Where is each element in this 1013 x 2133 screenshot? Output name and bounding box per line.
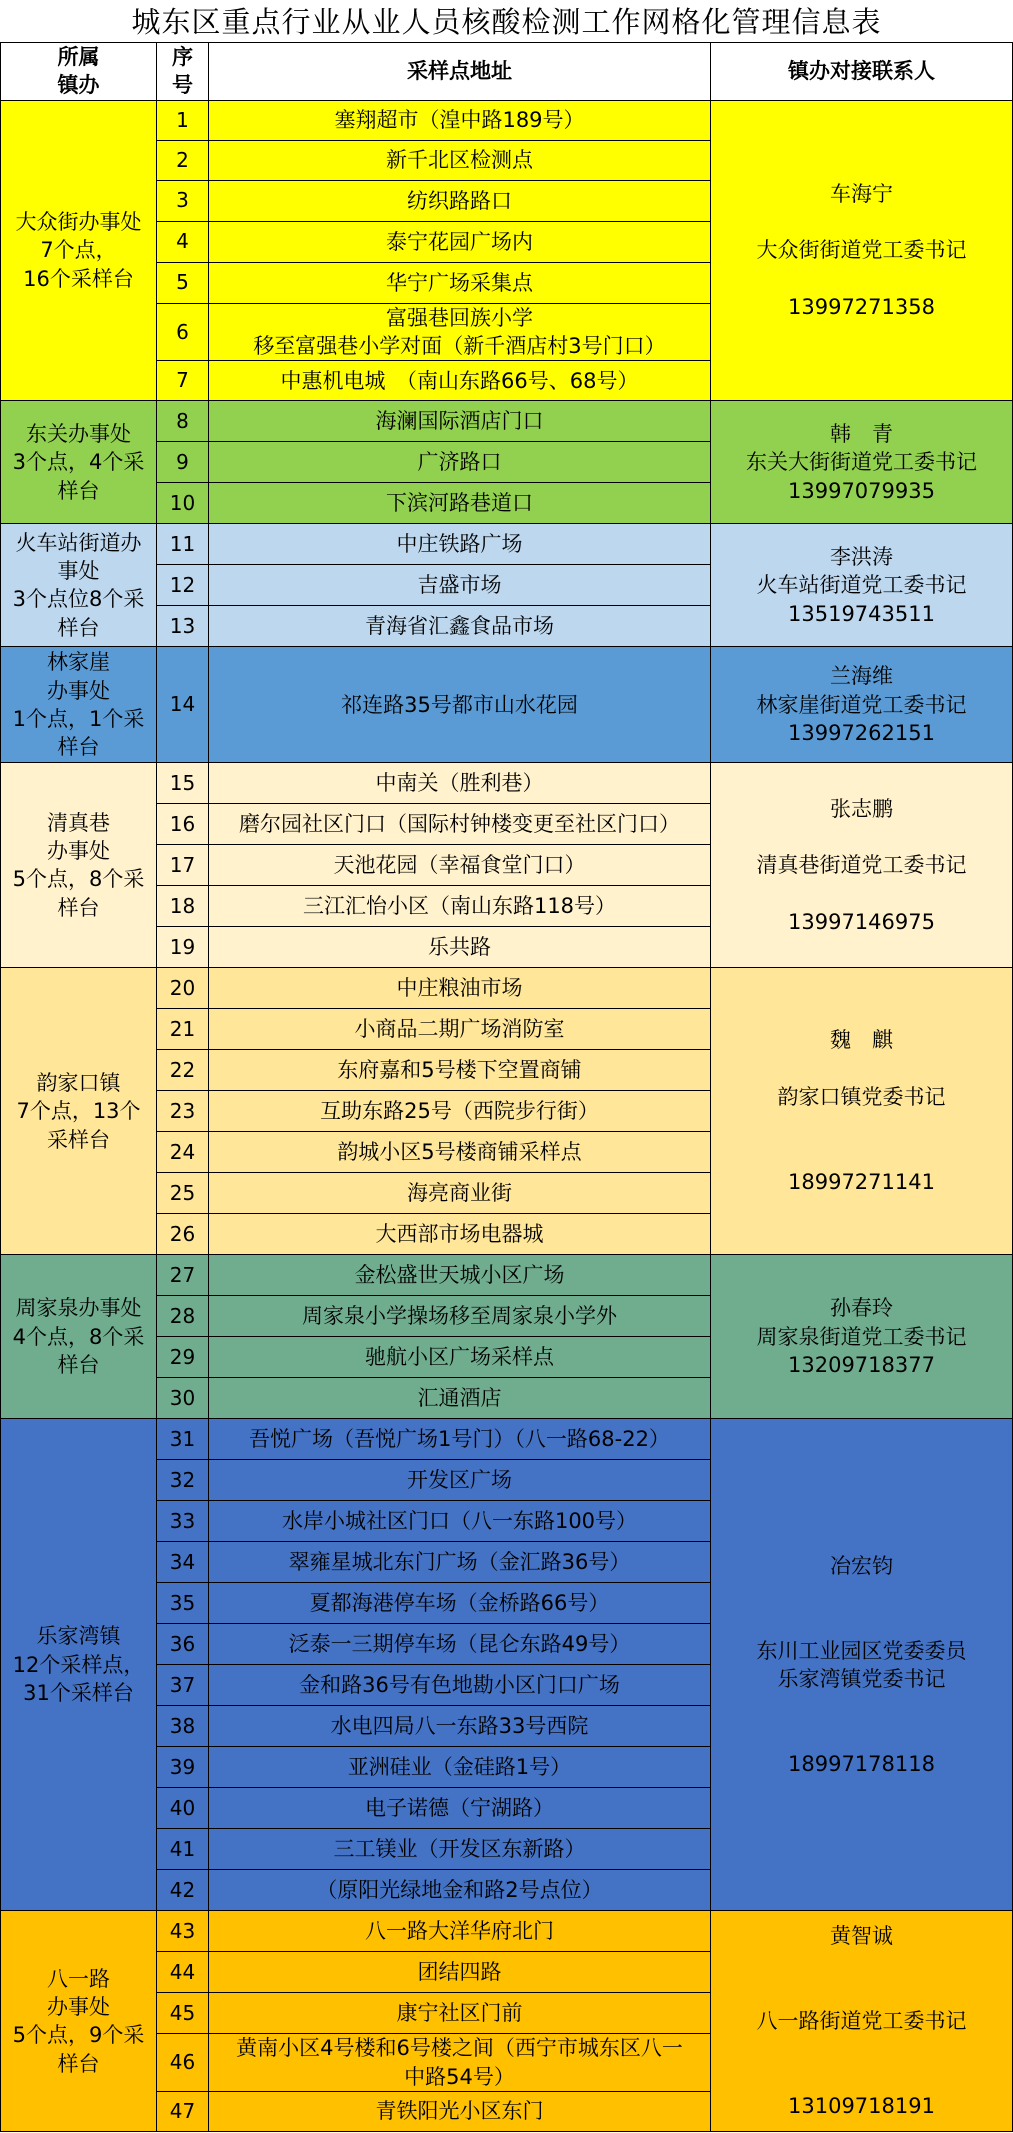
address-cell: 翠雍星城北东门广场（金汇路36号） <box>209 1542 711 1583</box>
seq-cell: 43 <box>157 1911 209 1952</box>
contact-cell: 韩 青 东关大街街道党工委书记 13997079935 <box>711 401 1013 524</box>
seq-cell: 42 <box>157 1870 209 1911</box>
seq-cell: 2 <box>157 140 209 180</box>
address-cell: 黄南小区4号楼和6号楼之间（西宁市城东区八一 中路54号） <box>209 2034 711 2092</box>
seq-cell: 32 <box>157 1460 209 1501</box>
seq-cell: 8 <box>157 401 209 442</box>
seq-cell: 12 <box>157 565 209 606</box>
address-cell: 纺织路路口 <box>209 180 711 221</box>
address-cell: 驰航小区广场采样点 <box>209 1337 711 1378</box>
seq-cell: 19 <box>157 927 209 968</box>
seq-cell: 40 <box>157 1788 209 1829</box>
seq-cell: 37 <box>157 1665 209 1706</box>
column-header-contact: 镇办对接联系人 <box>711 43 1013 101</box>
address-cell: 祁连路35号都市山水花园 <box>209 647 711 763</box>
address-cell: 吾悦广场（吾悦广场1号门）（八一路68-22） <box>209 1419 711 1460</box>
seq-cell: 44 <box>157 1952 209 1993</box>
address-cell: 周家泉小学操场移至周家泉小学外 <box>209 1296 711 1337</box>
seq-cell: 34 <box>157 1542 209 1583</box>
address-cell: 青海省汇鑫食品市场 <box>209 606 711 647</box>
seq-cell: 41 <box>157 1829 209 1870</box>
address-cell: 三工镁业（开发区东新路） <box>209 1829 711 1870</box>
contact-cell: 兰海维 林家崖街道党工委书记 13997262151 <box>711 647 1013 763</box>
address-cell: 乐共路 <box>209 927 711 968</box>
seq-cell: 11 <box>157 524 209 565</box>
address-cell: 亚洲硅业（金硅路1号） <box>209 1747 711 1788</box>
address-cell: 金和路36号有色地勘小区门口广场 <box>209 1665 711 1706</box>
address-cell: 广济路口 <box>209 442 711 483</box>
address-cell: 金松盛世天城小区广场 <box>209 1255 711 1296</box>
seq-cell: 21 <box>157 1009 209 1050</box>
table-row <box>1 524 1013 565</box>
table-row <box>1 100 1013 140</box>
district-cell: 林家崖 办事处 1个点，1个采 样台 <box>1 647 157 763</box>
district-cell: 周家泉办事处 4个点，8个采 样台 <box>1 1255 157 1419</box>
seq-cell: 38 <box>157 1706 209 1747</box>
address-cell: 青铁阳光小区东门 <box>209 2092 711 2132</box>
table-row <box>1 968 1013 1009</box>
district-cell: 八一路 办事处 5个点，9个采 样台 <box>1 1911 157 2132</box>
address-cell: 中庄铁路广场 <box>209 524 711 565</box>
seq-cell: 7 <box>157 361 209 401</box>
table-row <box>1 1255 1013 1296</box>
table-body <box>1 100 1013 2131</box>
seq-cell: 26 <box>157 1214 209 1255</box>
seq-cell: 39 <box>157 1747 209 1788</box>
seq-cell: 6 <box>157 303 209 361</box>
seq-cell: 10 <box>157 483 209 524</box>
seq-cell: 16 <box>157 804 209 845</box>
seq-cell: 30 <box>157 1378 209 1419</box>
seq-cell: 1 <box>157 100 209 140</box>
seq-cell: 5 <box>157 262 209 303</box>
contact-cell: 冶宏钧 东川工业园区党委委员 乐家湾镇党委书记 18997178118 <box>711 1419 1013 1911</box>
address-cell: 磨尔园社区门口（国际村钟楼变更至社区门口） <box>209 804 711 845</box>
seq-cell: 29 <box>157 1337 209 1378</box>
address-cell: 大西部市场电器城 <box>209 1214 711 1255</box>
address-cell: 海亮商业街 <box>209 1173 711 1214</box>
address-cell: 华宁广场采集点 <box>209 262 711 303</box>
contact-cell: 黄智诚 八一路街道党工委书记 13109718191 <box>711 1911 1013 2132</box>
seq-cell: 27 <box>157 1255 209 1296</box>
seq-cell: 4 <box>157 221 209 262</box>
district-cell: 东关办事处 3个点，4个采 样台 <box>1 401 157 524</box>
seq-cell: 24 <box>157 1132 209 1173</box>
seq-cell: 9 <box>157 442 209 483</box>
table-row <box>1 1419 1013 1460</box>
seq-cell: 35 <box>157 1583 209 1624</box>
address-cell: 泛泰一三期停车场（昆仑东路49号） <box>209 1624 711 1665</box>
district-cell: 大众街办事处 7个点， 16个采样台 <box>1 100 157 401</box>
district-cell: 韵家口镇 7个点，13个 采样台 <box>1 968 157 1255</box>
column-header-seq: 序 号 <box>157 43 209 101</box>
address-cell: 水岸小城社区门口（八一东路100号） <box>209 1501 711 1542</box>
address-cell: 吉盛市场 <box>209 565 711 606</box>
address-cell: 开发区广场 <box>209 1460 711 1501</box>
address-cell: 水电四局八一东路33号西院 <box>209 1706 711 1747</box>
address-cell: 团结四路 <box>209 1952 711 1993</box>
table-row <box>1 401 1013 442</box>
district-cell: 乐家湾镇 12个采样点， 31个采样台 <box>1 1419 157 1911</box>
seq-cell: 20 <box>157 968 209 1009</box>
address-cell: 东府嘉和5号楼下空置商铺 <box>209 1050 711 1091</box>
table-row <box>1 647 1013 763</box>
address-cell: 中庄粮油市场 <box>209 968 711 1009</box>
column-header-address: 采样点地址 <box>209 43 711 101</box>
contact-cell: 车海宁 大众街街道党工委书记 13997271358 <box>711 100 1013 401</box>
seq-cell: 33 <box>157 1501 209 1542</box>
column-header-district: 所属 镇办 <box>1 43 157 101</box>
contact-cell: 孙春玲 周家泉街道党工委书记 13209718377 <box>711 1255 1013 1419</box>
address-cell: 中惠机电城 （南山东路66号、68号） <box>209 361 711 401</box>
address-cell: 夏都海港停车场（金桥路66号） <box>209 1583 711 1624</box>
address-cell: 泰宁花园广场内 <box>209 221 711 262</box>
address-cell: 汇通酒店 <box>209 1378 711 1419</box>
seq-cell: 45 <box>157 1993 209 2034</box>
district-cell: 清真巷 办事处 5个点，8个采 样台 <box>1 763 157 968</box>
grid-management-table <box>0 42 1013 2132</box>
seq-cell: 28 <box>157 1296 209 1337</box>
address-cell: 电子诺德（宁湖路） <box>209 1788 711 1829</box>
address-cell: 天池花园（幸福食堂门口） <box>209 845 711 886</box>
seq-cell: 22 <box>157 1050 209 1091</box>
seq-cell: 3 <box>157 180 209 221</box>
address-cell: 三江汇怡小区（南山东路118号） <box>209 886 711 927</box>
address-cell: 中南关（胜利巷） <box>209 763 711 804</box>
address-cell: 韵城小区5号楼商铺采样点 <box>209 1132 711 1173</box>
address-cell: 互助东路25号（西院步行街） <box>209 1091 711 1132</box>
seq-cell: 13 <box>157 606 209 647</box>
address-cell: 海澜国际酒店门口 <box>209 401 711 442</box>
address-cell: 小商品二期广场消防室 <box>209 1009 711 1050</box>
address-cell: 下滨河路巷道口 <box>209 483 711 524</box>
table-row <box>1 1911 1013 1952</box>
seq-cell: 15 <box>157 763 209 804</box>
seq-cell: 17 <box>157 845 209 886</box>
page-title: 城东区重点行业从业人员核酸检测工作网格化管理信息表 <box>131 5 882 39</box>
address-cell: 塞翔超市（湟中路189号） <box>209 100 711 140</box>
contact-cell: 李洪涛 火车站街道党工委书记 13519743511 <box>711 524 1013 647</box>
contact-cell: 魏 麒 韵家口镇党委书记 18997271141 <box>711 968 1013 1255</box>
seq-cell: 18 <box>157 886 209 927</box>
seq-cell: 14 <box>157 647 209 763</box>
seq-cell: 25 <box>157 1173 209 1214</box>
seq-cell: 36 <box>157 1624 209 1665</box>
district-cell: 火车站街道办 事处 3个点位8个采 样台 <box>1 524 157 647</box>
table-row <box>1 763 1013 804</box>
seq-cell: 47 <box>157 2092 209 2132</box>
address-cell: 八一路大洋华府北门 <box>209 1911 711 1952</box>
seq-cell: 23 <box>157 1091 209 1132</box>
address-cell: 富强巷回族小学 移至富强巷小学对面（新千酒店村3号门口） <box>209 303 711 361</box>
address-cell: 新千北区检测点 <box>209 140 711 180</box>
seq-cell: 31 <box>157 1419 209 1460</box>
contact-cell: 张志鹏 清真巷街道党工委书记 13997146975 <box>711 763 1013 968</box>
address-cell: 康宁社区门前 <box>209 1993 711 2034</box>
seq-cell: 46 <box>157 2034 209 2092</box>
address-cell: （原阳光绿地金和路2号点位） <box>209 1870 711 1911</box>
